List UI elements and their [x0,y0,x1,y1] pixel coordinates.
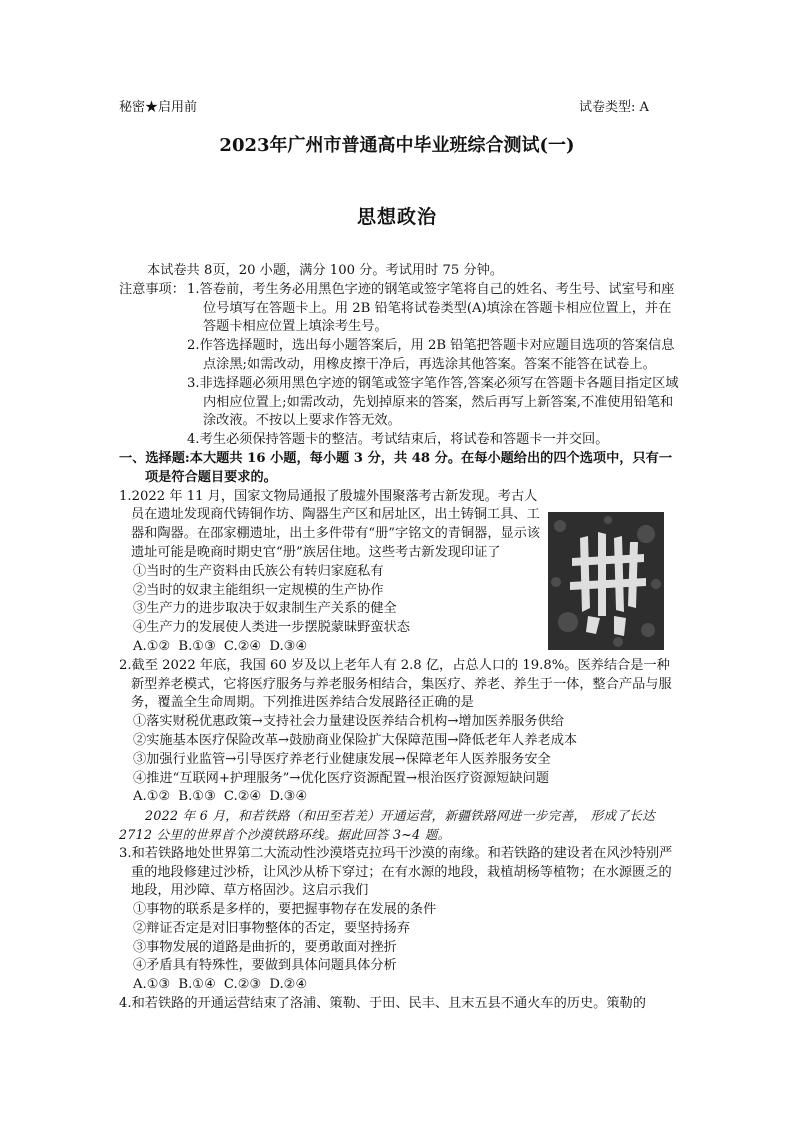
option: ③加强行业监管→引导医疗养老行业健康发展→保障老年人医养服务安全 [133,751,551,767]
question-stem: 3.和若铁路地处世界第二大流动性沙漠塔克拉玛干沙漠的南缘。和若铁路的建设者在风沙特别严重的地段修建过沙桥，让风沙从桥下穿过；在有水源的地段，栽植胡杨等植物；在水源匮乏的地段，用沙障、草方格固沙。这启示我们 [119,845,673,899]
note-item: 3.非选择题必须用黑色字迹的钢笔或签字笔作答,答案必须写在答题卡各题目指定区域内相应位置上;如需改动，先划掉原来的答案，然后再写上新答案,不准使用铅笔和涂改液。不按以上要求作答无效。 [187,375,679,429]
choice-a: A.①③ [133,977,171,993]
note-item: 1.答卷前，考生务必用黑色字迹的钢笔或签字笔将自己的姓名、考生号、试室号和座位号填写在答题卡上。用 2B 铅笔将试卷类型(A)填涂在答题卡相应位置上，并在答题卡相应位置上填涂考生号。 [187,281,675,335]
question-3 [119,845,679,995]
notes-block [119,281,679,450]
choice-b: B.①③ [178,638,216,654]
subject-title: 思想政治 [356,206,437,228]
choice-c: C.②③ [223,977,262,993]
bronze-inscription-image [548,512,664,650]
exam-title: 2023年广州市普通高中毕业班综合测试(一) [219,135,575,156]
option: ①当时的生产资料由氏族公有转归家庭私有 [133,563,384,579]
note-item: 4.考生必须保持答题卡的整洁。考试结束后，将试卷和答题卡一并交回。 [187,432,609,448]
option: ④推进“互联网+护理服务”→优化医疗资源配置→根治医疗资源短缺问题 [133,770,549,786]
question-2 [119,657,679,807]
section-heading: 一、选择题:本大题共 16 小题，每小题 3 分，共 48 分。在每小题给出的四个选项中，只有一项是符合题目要求的。 [119,450,673,485]
question-stem: 1.2022 年 11 月，国家文物局通报了殷墟外围聚落考古新发现。考古人员在遗址发现商代铸铜作坊、陶器生产区和居址区，出土铸铜工具、工器和陶器。在邵家棚遗址，出土多件带有“册”字铭文的青铜器，显示该遗址可能是晚商时期史官“册”族居住地。这些考古新发现印证了 [119,488,541,560]
question-stem: 4.和若铁路的开通运营结束了洛浦、策勒、于田、民丰、且末五县不通火车的历史。策勒的 [119,996,646,1012]
option: ②辩证否定是对旧事物整体的否定，要坚持扬弃 [133,920,410,936]
choice-d: D.③④ [269,789,308,805]
notes-list [187,281,679,450]
question-4 [119,995,679,1014]
shared-material: 2022 年 6 月，和若铁路（和田至若羌）开通运营，新疆铁路网进一步完善， 形成了长达 2712 公里的世界首个沙漠铁路环线。据此回答 3~4 题。 [119,808,656,842]
option: ④生产力的发展使人类进一步摆脱蒙昧野蛮状态 [133,620,410,636]
option: ①落实财税优惠政策→支持社会力量建设医养结合机构→增加医养服务供给 [133,714,564,730]
choice-d: D.③④ [269,638,308,654]
option: ③生产力的进步取决于奴隶制生产关系的健全 [133,601,397,617]
answer-choices [119,788,679,807]
choice-c: C.②④ [223,638,262,654]
notes-label: 注意事项： [119,281,185,297]
choice-b: B.①④ [178,977,216,993]
option: ③事物发展的道路是曲折的，要勇敢面对挫折 [133,939,397,955]
option: ①事物的联系是多样的，要把握事物存在发展的条件 [133,902,437,918]
choice-a: A.①② [133,638,171,654]
choice-c: C.②④ [223,789,262,805]
confidential-label: 秘密★启用前 [119,100,198,115]
note-item: 2.作答选择题时，选出每小题答案后，用 2B 铅笔把答题卡对应题目选项的答案信息点涂黑;如需改动，用橡皮擦干净后，再选涂其他答案。答案不能答在试卷上。 [187,338,675,372]
option: ④矛盾具有特殊性，要做到具体问题具体分析 [133,958,397,974]
option: ②当时的奴隶主能组织一定规模的生产协作 [133,582,384,598]
question-stem: 2.截至 2022 年底，我国 60 岁及以上老年人有 2.8 亿，占总人口的 19.8%。医养结合是一种新型养老模式，它将医疗服务与养老服务相结合，集医疗、养老、养生于一体，整合产品与服务，覆盖全生命周期。下列推进医养结合发展路径正确的是 [119,657,672,711]
choice-d: D.②④ [269,977,308,993]
choice-a: A.①② [133,789,171,805]
paper-type-label: 试卷类型: A [579,100,649,115]
option: ②实施基本医疗保险改革→鼓励商业保险扩大保障范围→降低老年人养老成本 [133,732,578,748]
intro-line: 本试卷共 8页，20 小题，满分 100 分。考试用时 75 分钟。 [147,263,504,278]
answer-choices [119,976,679,995]
choice-b: B.①③ [178,789,216,805]
inscription-rubbing-graphic [548,512,664,650]
